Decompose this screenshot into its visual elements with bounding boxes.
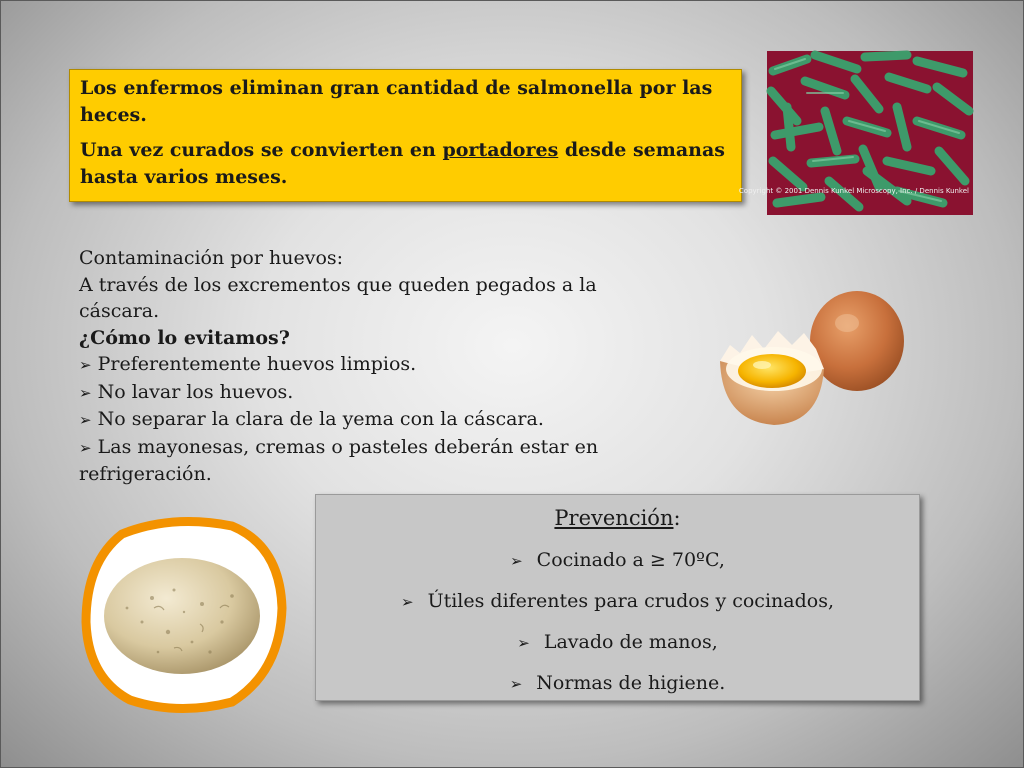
- prevention-item-3: [316, 629, 919, 656]
- prevention-item-text: Útiles diferentes para crudos y cocinados,: [427, 590, 834, 612]
- dirty-egg-illustration: [82, 512, 287, 714]
- cracked-egg-image: [712, 283, 912, 433]
- prevention-question: ¿Cómo lo evitamos?: [79, 326, 290, 349]
- micrograph-copyright: Copyright © 2001 Dennis Kunkel Microscopy, Inc. / Dennis Kunkel: [738, 187, 969, 195]
- egg-contamination-text: [79, 245, 639, 488]
- carriers-term: portadores: [442, 139, 559, 161]
- egg-description: A través de los excrementos que queden pegados a la cáscara.: [79, 273, 597, 322]
- prevention-item-text: Cocinado a ≥ 70ºC,: [536, 549, 725, 571]
- bullet-arrow-icon: ➢: [79, 383, 92, 402]
- bullet-arrow-icon: ➢: [79, 411, 92, 429]
- bullet-arrow-icon: ➢: [510, 552, 523, 570]
- callout-line-2-post: desde semanas hasta varios meses.: [80, 139, 725, 188]
- prevention-box: [315, 494, 920, 701]
- prevention-item-4: [316, 670, 919, 697]
- egg-bullet-text: No separar la clara de la yema con la cáscara.: [97, 408, 544, 430]
- salmonella-micrograph: [738, 51, 973, 215]
- callout-line-2: [80, 137, 731, 191]
- prevention-item-1: [316, 547, 919, 574]
- bullet-arrow-icon: ➢: [517, 634, 530, 652]
- prevention-item-text: Normas de higiene.: [536, 672, 726, 694]
- egg-bullet-1: [79, 351, 639, 379]
- bullet-arrow-icon: ➢: [509, 675, 523, 693]
- prevention-title-colon: :: [673, 506, 681, 530]
- prevention-title: [316, 504, 919, 532]
- bullet-arrow-icon: ➢: [401, 593, 414, 611]
- prevention-item-text: Lavado de manos,: [543, 631, 718, 653]
- salmonella-callout: [69, 69, 742, 202]
- prevention-title-text: Prevención: [554, 506, 674, 530]
- callout-line-1: Los enfermos eliminan gran cantidad de salmonella por las heces.: [80, 77, 713, 126]
- egg-heading: Contaminación por huevos:: [79, 247, 344, 269]
- egg-bullet-2: [79, 379, 639, 407]
- callout-line-2-pre: Una vez curados se convierten en: [80, 139, 443, 161]
- egg-bullet-text: Las mayonesas, cremas o pasteles deberán estar en refrigeración.: [79, 435, 599, 485]
- bullet-arrow-icon: ➢: [79, 438, 92, 457]
- egg-bullet-text: Preferentemente huevos limpios.: [97, 353, 417, 375]
- egg-bullet-4: [79, 434, 639, 488]
- dirty-egg-photo: [82, 512, 287, 714]
- prevention-item-2: [316, 588, 919, 615]
- egg-bullet-3: [79, 406, 639, 434]
- egg-bullet-text: No lavar los huevos.: [97, 380, 294, 403]
- cracked-egg-illustration: [712, 283, 912, 433]
- bullet-arrow-icon: ➢: [79, 356, 92, 374]
